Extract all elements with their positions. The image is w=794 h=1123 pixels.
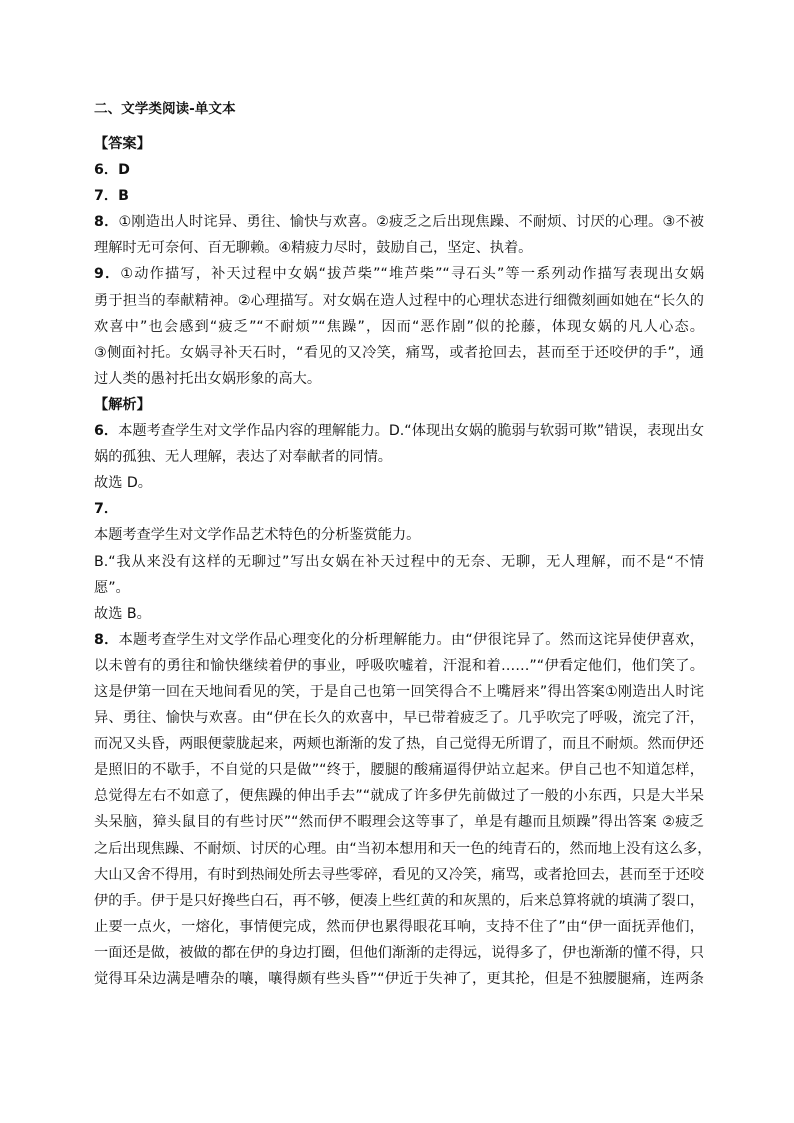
- spacer: [94, 122, 704, 131]
- analysis-8-line: 而况又头昏，两眼便蒙胧起来，两颊也渐渐的发了热，自己觉得无所谓了，而且不耐烦。然而伊还: [94, 736, 705, 753]
- analysis-6-line: [94, 418, 704, 444]
- analysis-8-line: 一面还是做，被做的都在伊的身边打圈，但他们渐渐的走得远，说得多了，伊也渐渐的懂不得，只: [94, 944, 705, 961]
- analysis-8-line: 止要一点火，一熔化，事情便完成，然而伊也累得眼花耳响，支持不住了”由“伊一面抚弄他们，: [94, 918, 704, 935]
- analysis-7-line: 故选 B。: [94, 605, 151, 622]
- analysis-8-line: 之后出现焦躁、不耐烦、讨厌的心理。由“当初本想用和天一色的纯青石的，然而地上没有这么多，: [94, 840, 712, 857]
- answer-6: [94, 157, 704, 183]
- answer-9-line: 过人类的愚衬托出女娲形象的高大。: [94, 370, 322, 387]
- analysis-8-line: 伊的手。伊于是只好搀些白石，再不够，便凑上些红黄的和灰黑的，后来总算将就的填满了裂口，: [94, 892, 705, 909]
- answer-7: [94, 183, 704, 209]
- analysis-8-line: 以未曾有的勇往和愉快继续着伊的事业，呼吸吹嘘着，汗混和着……”“伊看定他们，他们笑了。: [94, 657, 704, 674]
- answer-9-line: 欢喜中”也会感到“疲乏”“不耐烦”“焦躁”，因而“恶作剧”似的抡藤，体现女娲的凡人心态。: [94, 318, 704, 335]
- analysis-6-line: 娲的孤独、无人理解，表达了对奉献者的同情。: [94, 449, 392, 466]
- answer-text: ①刚造出人时诧异、勇往、愉快与欢喜。②疲乏之后出现焦躁、不耐烦、讨厌的心理。③不被: [118, 214, 704, 231]
- analysis-7-line: B.“我从来没有这样的无聊过”写出女娲在补天过程中的无奈、无聊，无人理解，而不是“不情: [94, 553, 704, 570]
- document-page: [94, 96, 712, 992]
- question-number: 9．: [94, 266, 121, 283]
- analysis-6-line: 故选 D。: [94, 475, 152, 492]
- answer-8-line: [94, 209, 704, 235]
- analysis-8-line: 总觉得左右不如意了，便焦躁的伸出手去”“就成了许多伊先前做过了一般的小东西，只是大半呆: [94, 788, 704, 805]
- analysis-heading: 【解析】: [94, 396, 151, 413]
- analysis-7-number: 7．: [94, 501, 119, 518]
- answer-9-line: [94, 261, 704, 287]
- analysis-8-line: 头呆脑，獐头鼠目的有些讨厌”“然而伊不暇理会这等事了，单是有趣而且烦躁”得出答案 ②疲乏: [94, 814, 704, 831]
- question-number: 6．: [94, 423, 119, 440]
- analysis-text: 本题考查学生对文学作品心理变化的分析理解能力。由“伊很诧异了。然而这诧异使伊喜欢，: [118, 631, 704, 648]
- analysis-8-line: 大山又舍不得用，有时到热闹处所去寻些零碎，看见的又冷笑，痛骂，或者抢回去，甚而至于还咬: [94, 866, 705, 883]
- answer-text: ①动作描写，补天过程中女娲“拔芦柴”“堆芦柴”“寻石头”等一系列动作描写表现出女娲: [120, 266, 705, 283]
- answer-text: B: [118, 188, 129, 205]
- answer-heading: 【答案】: [94, 136, 151, 152]
- question-number: 7．: [94, 188, 119, 205]
- section-title: 二、文学类阅读-单文本: [94, 101, 236, 117]
- analysis-8-line: 异、勇往、愉快与欢喜。由“伊在长久的欢喜中，早已带着疲乏了。几乎吹完了呼吸，流完了汗，: [94, 710, 704, 727]
- analysis-8-line: 觉得耳朵边满是嘈杂的嚷，嚷得颇有些头昏”“伊近于失神了，更其抡，但是不独腰腿痛，连两条: [94, 971, 704, 987]
- question-number: 6．: [94, 162, 119, 179]
- question-number: 8．: [94, 631, 119, 648]
- analysis-8-line: 是照旧的不歇手，不自觉的只是做”“终于，腰腿的酸痛逼得伊站立起来。伊自己也不知道怎样，: [94, 762, 704, 779]
- answer-9-line: ③侧面衬托。女娲寻补天石时，“看见的又冷笑，痛骂，或者抢回去，甚而至于还咬伊的手”，通: [94, 344, 704, 361]
- analysis-7-line: 愿”。: [94, 579, 130, 596]
- question-number: 8．: [94, 214, 119, 231]
- analysis-8-line: 这是伊第一回在天地间看见的笑，于是自己也第一回笑得合不上嘴唇来”得出答案①刚造出人时诧: [94, 683, 704, 700]
- answer-9-line: 勇于担当的奉献精神。②心理描写。对女娲在造人过程中的心理状态进行细微刻画如她在“长久的: [94, 292, 704, 309]
- answer-8-line: 理解时无可奈何、百无聊赖。④精疲力尽时，鼓励自己，坚定、执着。: [94, 240, 533, 257]
- analysis-7-line: 本题考查学生对文学作品艺术特色的分析鉴赏能力。: [94, 527, 421, 544]
- analysis-8-line: [94, 627, 704, 653]
- analysis-text: 本题考查学生对文学作品内容的理解能力。D.“体现出女娲的脆弱与软弱可欺”错误，表现出女: [118, 423, 705, 440]
- answer-text: D: [118, 162, 130, 179]
